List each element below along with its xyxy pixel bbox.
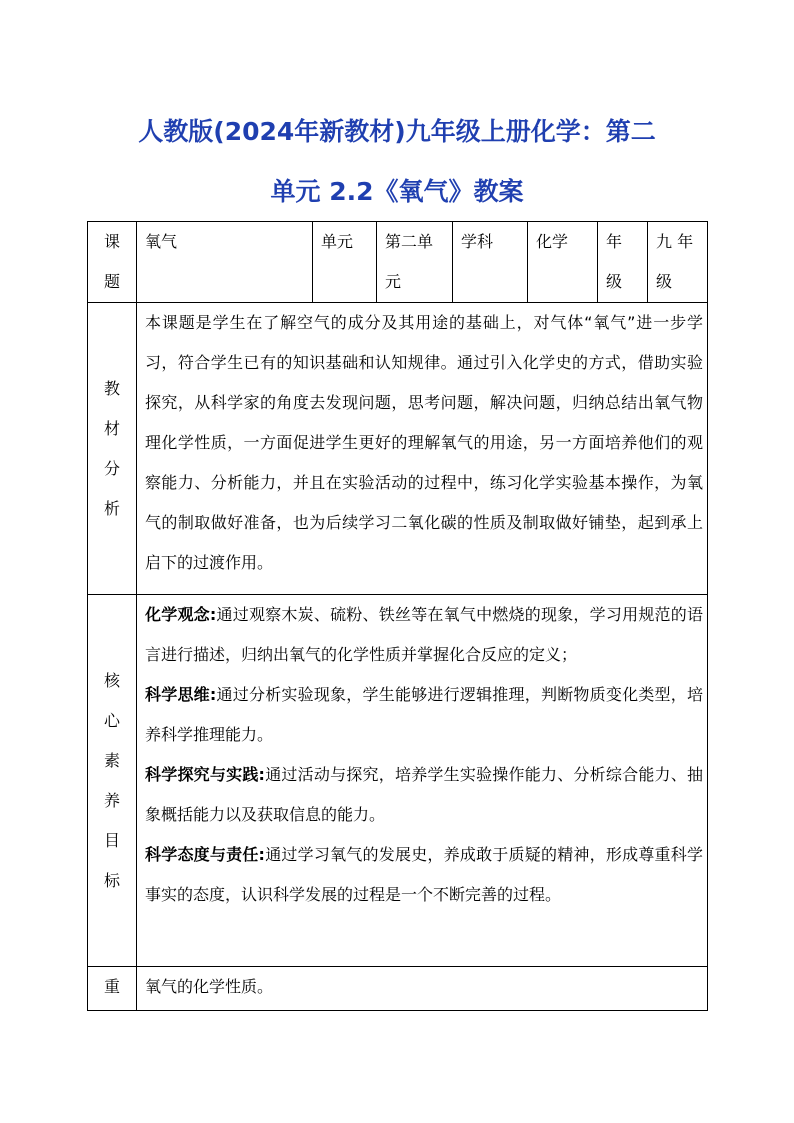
header-row [88,222,708,303]
literacy-item-attitude-responsibility: 科学态度与责任:通过学习氧气的发展史，养成敢于质疑的精神，形成尊重科学事实的态度，认识科学发展的过程是一个不断完善的过程。 [145,845,703,904]
textbook-analysis-label: 教 材 分 析 [88,303,137,595]
key-point-row [88,967,708,1011]
textbook-analysis-row [88,303,708,595]
grade-label: 年 级 [598,222,648,303]
unit-value: 第二单 元 [377,222,453,303]
key-point-content: 氧气的化学性质。 [137,967,708,1011]
literacy-item-chemical-concept: 化学观念:通过观察木炭、硫粉、铁丝等在氧气中燃烧的现象，学习用规范的语言进行描述，归纳出氧气的化学性质并掌握化合反应的定义； [145,605,703,664]
literacy-item-scientific-thinking: 科学思维:通过分析实验现象，学生能够进行逻辑推理，判断物质变化类型，培养科学推理能力。 [145,685,703,744]
grade-value: 九 年 级 [648,222,708,303]
unit-label: 单元 [313,222,377,303]
lesson-plan-table [87,221,708,1011]
core-literacy-content [137,595,708,967]
topic-label: 课 题 [88,222,137,303]
subject-label: 学科 [453,222,528,303]
document-title-line1: 人教版(2024年新教材)九年级上册化学：第二 [138,117,656,146]
literacy-item-inquiry-practice: 科学探究与实践:通过活动与探究，培养学生实验操作能力、分析综合能力、抽象概括能力以及获取信息的能力。 [145,765,703,824]
subject-value: 化学 [528,222,598,303]
key-point-label: 重 [88,967,137,1011]
core-literacy-row [88,595,708,967]
textbook-analysis-text: 本课题是学生在了解空气的成分及其用途的基础上，对气体“氧气”进一步学习，符合学生已有的知识基础和认知规律。通过引入化学史的方式，借助实验探究，从科学家的角度去发现问题，思考问题，解决问题，归纳总结出氧气物理化学性质，一方面促进学生更好的理解氧气的用途，另一方面培养他们的观察能力、分析能力，并且在实验活动的过程中，练习化学实验基本操作，为氧气的制取做好准备，也为后续学习二氧化碳的性质及制取做好铺垫，起到承上启下的过渡作用。 [145,313,703,572]
textbook-analysis-content [137,303,708,595]
core-literacy-label: 核 心 素 养 目 标 [88,595,137,967]
document-title-line2: 单元 2.2《氧气》教案 [270,177,524,206]
topic-value: 氧气 [137,222,313,303]
